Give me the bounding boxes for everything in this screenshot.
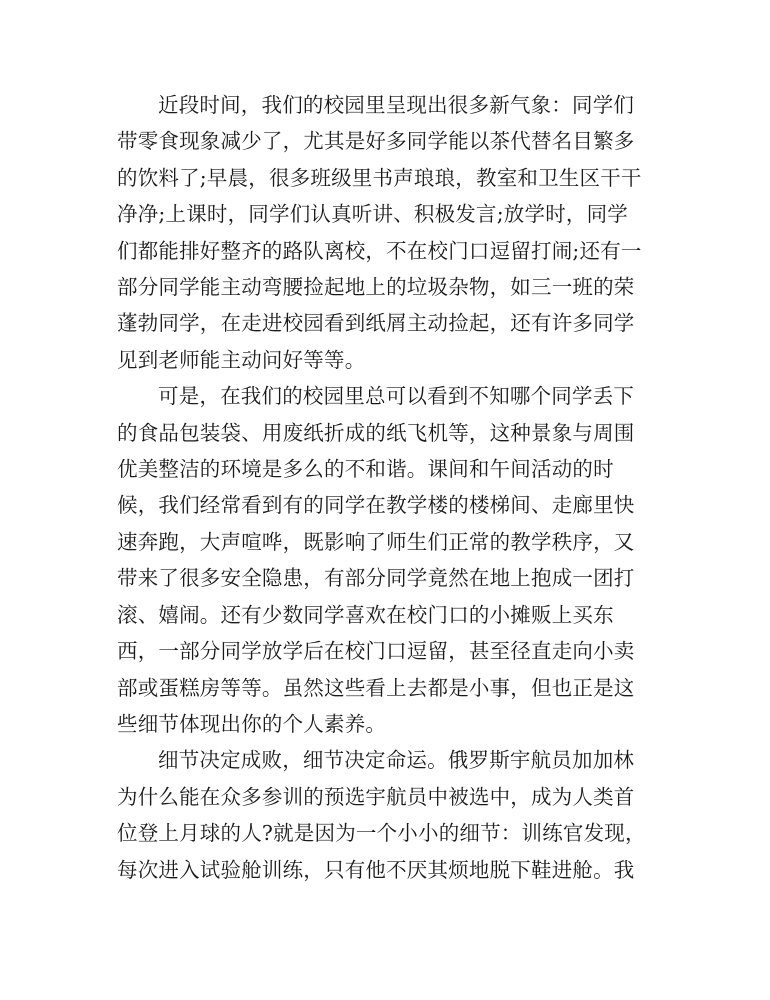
document-body (117, 87, 649, 888)
paragraph-line: 些细节体现出你的个人素养。 (117, 711, 387, 736)
paragraph-line: 速奔跑，大声喧哗，既影响了师生们正常的教学秩序，又 (117, 529, 635, 554)
paragraph-3 (117, 742, 649, 888)
paragraph-line: 部分同学能主动弯腰捡起地上的垃圾杂物，如三一班的荣 (117, 275, 635, 300)
paragraph-line: 为什么能在众多参训的预选宇航员中被选中，成为人类首 (117, 784, 635, 809)
paragraph-line: 优美整洁的环境是多么的不和谐。课间和午间活动的时 (117, 457, 614, 482)
paragraph-line: 带零食现象减少了，尤其是好多同学能以茶代替名目繁多 (117, 129, 635, 154)
paragraph-line: 细节决定成败，细节决定命运。俄罗斯宇航员加加林 (158, 748, 635, 773)
paragraph-line: 们都能排好整齐的路队离校，不在校门口逗留打闹;还有一 (117, 238, 642, 263)
paragraph-1 (117, 87, 649, 378)
paragraph-line: 蓬勃同学，在走进校园看到纸屑主动捡起，还有许多同学 (117, 311, 635, 336)
paragraph-line: 可是，在我们的校园里总可以看到不知哪个同学丢下 (158, 384, 635, 409)
paragraph-line: 的饮料了;早晨，很多班级里书声琅琅，教室和卫生区干干 (117, 165, 642, 190)
paragraph-line: 净净;上课时，同学们认真听讲、积极发言;放学时，同学 (117, 202, 629, 227)
paragraph-line: 部或蛋糕房等等。虽然这些看上去都是小事，但也正是这 (117, 675, 635, 700)
paragraph-line: 位登上月球的人?就是因为一个小小的细节：训练官发现， (117, 821, 646, 846)
paragraph-line: 近段时间，我们的校园里呈现出很多新气象：同学们 (158, 93, 635, 117)
paragraph-line: 带来了很多安全隐患，有部分同学竟然在地上抱成一团打 (117, 566, 635, 591)
paragraph-line: 西，一部分同学放学后在校门口逗留，甚至径直走向小卖 (117, 639, 635, 664)
paragraph-line: 见到老师能主动问好等等。 (117, 347, 366, 372)
paragraph-2 (117, 378, 649, 742)
paragraph-line: 的食品包装袋、用废纸折成的纸飞机等，这种景象与周围 (117, 420, 635, 445)
paragraph-line: 滚、嬉闹。还有少数同学喜欢在校门口的小摊贩上买东 (117, 602, 614, 627)
paragraph-line: 候，我们经常看到有的同学在教学楼的楼梯间、走廊里快 (117, 493, 635, 518)
paragraph-line: 每次进入试验舱训练，只有他不厌其烦地脱下鞋进舱。我 (117, 857, 635, 882)
